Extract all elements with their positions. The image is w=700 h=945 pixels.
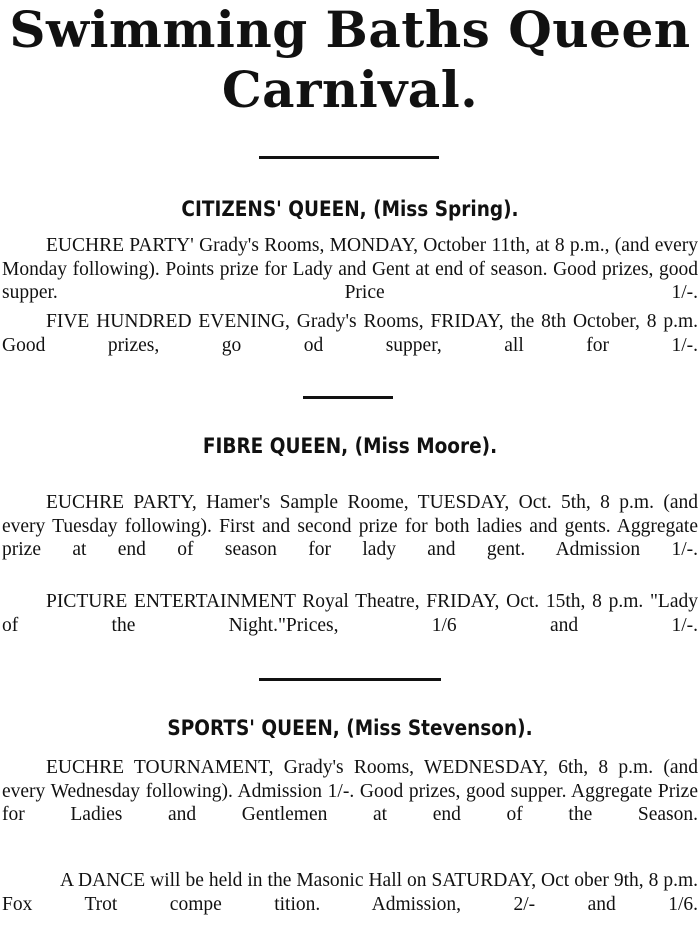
divider-rule bbox=[259, 156, 439, 159]
title-line-2: Carnival. bbox=[221, 60, 479, 119]
section-heading-fibre: FIBRE QUEEN, (Miss Moore). bbox=[202, 434, 498, 458]
paragraph: FIVE HUNDRED EVENING, Grady's Rooms, FRIDAY, the 8th October, 8 p.m. Good prizes, go od supper, all for 1/-. bbox=[2, 311, 698, 356]
paragraph: PICTURE ENTERTAINMENT Royal Theatre, FRIDAY, Oct. 15th, 8 p.m. "Lady of the Night."Prices, 1/6 and 1/-. bbox=[2, 591, 698, 636]
paragraph: EUCHRE TOURNAMENT, Grady's Rooms, WEDNESDAY, 6th, 8 p.m. (and every Wednesday following). Admission 1/-. Good prizes, good supper. Aggregate Prize for Ladies and Gentlemen at end of the Season. bbox=[2, 757, 698, 826]
paragraph: EUCHRE PARTY' Grady's Rooms, MONDAY, October 11th, at 8 p.m., (and every Monday following). Points prize for Lady and Gent at end of season. Good prizes, good supper. Price 1/-. bbox=[2, 235, 698, 304]
divider-rule bbox=[259, 678, 441, 681]
section-heading-citizens: CITIZENS' QUEEN, (Miss Spring). bbox=[181, 197, 519, 221]
section-heading-sports: SPORTS' QUEEN, (Miss Stevenson). bbox=[167, 716, 533, 740]
paragraph: EUCHRE PARTY, Hamer's Sample Roome, TUESDAY, Oct. 5th, 8 p.m. (and every Tuesday following). First and second prize for both ladies and gents. Aggregate prize at end of season for lady and gent. Admission 1/-. bbox=[2, 492, 698, 561]
title-line-1: Swimming Baths Queen bbox=[9, 0, 691, 59]
paragraph: A DANCE will be held in the Masonic Hall on SATURDAY, Oct ober 9th, 8 p.m. Fox Trot compe tition. Admission, 2/- and 1/6. bbox=[2, 870, 698, 915]
divider-rule bbox=[303, 396, 393, 399]
